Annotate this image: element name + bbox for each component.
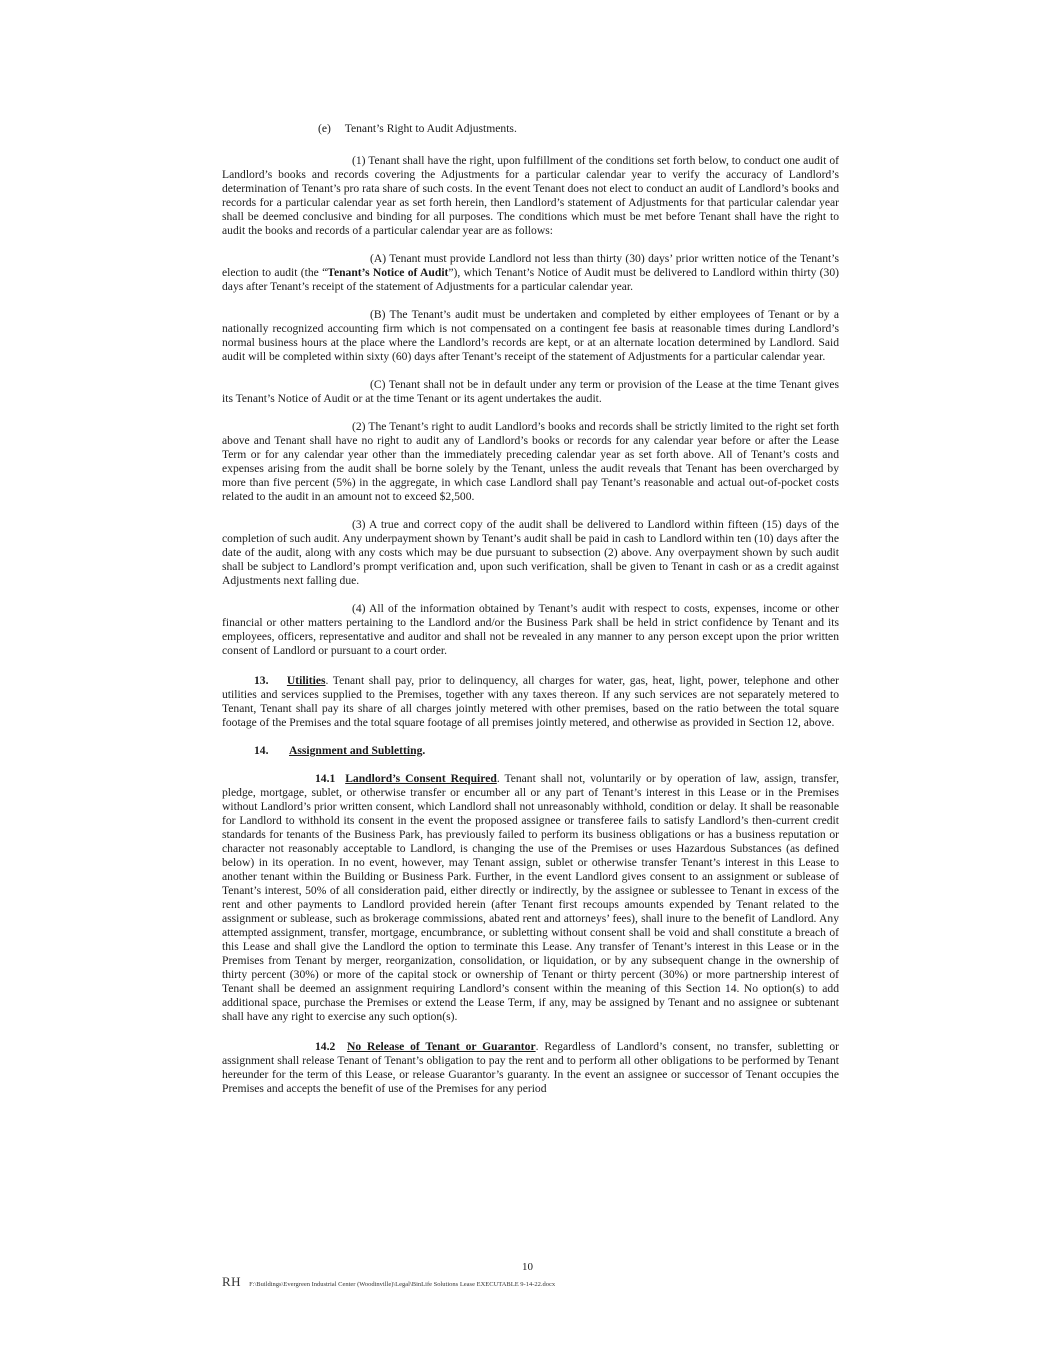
document-page xyxy=(222,112,839,1096)
section-13-text: . Tenant shall pay, prior to delinquency, all charges for water, gas, heat, light, power, telephone and other utilities and services supplied to the Premises, together with any taxes thereon. If any such services are not separately metered to Tenant, Tenant shall pay its share of all charges jointly metered with other premises, based on the ratio between the total square footage of the Premises and the total square footage of all premises jointly metered, and otherwise as provided in Section 12, above. xyxy=(222,674,840,729)
section-e-heading xyxy=(318,122,839,136)
section-14-2-number: 14.2 xyxy=(315,1040,336,1053)
section-14-1-text: . Tenant shall not, voluntarily or by operation of law, assign, transfer, pledge, mortgage, sublet, or otherwise transfer or encumber all or any part of Tenant’s interest in this Lease or in the Premises without Landlord’s prior written consent, which Landlord shall not unreasonably withhold, condition or delay. It shall be reasonable for Landlord to withhold its consent in the event the proposed assignee or transferee fails to satisfy Landlord’s then-current credit standards for tenants of the Business Park, has previously failed to perform its business obligations or has a business reputation or character not reasonably acceptable to Landlord, is changing the use of the Premises or uses Hazardous Substances (as defined below) in its operation. In no event, however, may Tenant assign, sublet or otherwise transfer Tenant’s interest in this Lease to another tenant within the Building or Business Park. Further, in the event Landlord gives consent to an assignment or sublease of Tenant’s interest, 50% of all consideration paid, either directly or indirectly, by the assignee or sublessee to Tenant in excess of the rent and other payments to Landlord provided herein (after Tenant first recoups amounts expended by Tenant related to the assignment or sublease, such as brokerage commissions, abated rent and attorneys’ fees), shall inure to the benefit of Landlord. Any attempted assignment, transfer, mortgage, encumbrance, or subletting without consent shall be void and shall constitute a breach of this Lease and shall give the Landlord the option to terminate this Lease. Any transfer of Tenant’s interest in this Lease or in the Premises from Tenant by merger, reorganization, consolidation, or liquidation, or by any subsequent change in the ownership of thirty percent (30%) or more of the capital stock or ownership of Tenant or thirty percent (30%) or more partnership interest of Tenant shall be deemed an assignment requiring Landlord’s consent within the meaning of this Section 14. No option(s) to add additional space, purchase the Premises or extend the Lease Term, if any, may be assigned by Tenant and no assignee or subtenant shall have any right to exercise any such option(s). xyxy=(222,772,840,1023)
section-14-title: Assignment and Subletting xyxy=(289,744,423,757)
paragraph-b: (B) The Tenant’s audit must be undertaken and completed by either employees of Tenant or by a nationally recognized accounting firm which is not compensated on a contingent fee basis at reasonable times during Landlord’s normal business hours at the place where the Landlord’s records are kept, or at an alternate location determined by Landlord. Said audit will be completed within sixty (60) days after Tenant’s receipt of the statement of Adjustments for a particular calendar year. xyxy=(222,308,839,363)
section-13 xyxy=(222,674,839,730)
section-14-1 xyxy=(222,772,839,1024)
section-14-2-title: No Release of Tenant or Guarantor xyxy=(346,1040,536,1053)
paragraph-2: (2) The Tenant’s right to audit Landlord’s books and records shall be strictly limited to the right set forth above and Tenant shall have no right to audit any of Landlord’s books or records for any calendar year before or after the Lease Term or for any calendar year other than the immediately preceding calendar year as set forth above. All of Tenant’s costs and expenses arising from the audit shall be borne solely by the Tenant, unless the audit reveals that Tenant has been overcharged by more than five percent (5%) in the aggregate, in which case Landlord shall pay Tenant’s reasonable and actual out-of-pocket costs related to the audit in an amount not to exceed $2,500. xyxy=(222,420,839,503)
paragraph-a-after: ”), which Tenant’s Notice of Audit must be delivered to Landlord within thirty (30) days after Tenant’s receipt of the statement of Adjustments for a particular calendar year. xyxy=(222,266,839,293)
section-14-number: 14. xyxy=(254,744,269,757)
section-14-2 xyxy=(222,1040,839,1096)
section-e-title: Tenant’s Right to Audit Adjustments. xyxy=(344,122,517,135)
paragraph-4: (4) All of the information obtained by Tenant’s audit with respect to costs, expenses, income or other financial or other matters pertaining to the Landlord and/or the Business Park shall be held in strict confidence by Tenant and its employees, officers, representative and auditor and shall not be revealed in any manner to any person except upon the prior written consent of Landlord or pursuant to a court order. xyxy=(222,602,839,657)
section-14-1-title: Landlord’s Consent Required xyxy=(345,772,497,785)
footer-file-path: F:\Buildings\Evergreen Industrial Center (Woodinville)\Legal\BinLife Solutions Lease EXECUTABLE 9-14-22.docx xyxy=(249,1281,556,1288)
section-13-title: Utilities xyxy=(286,674,326,687)
notice-of-audit-term: Tenant’s Notice of Audit xyxy=(327,266,449,279)
paragraph-3: (3) A true and correct copy of the audit shall be delivered to Landlord within fifteen (15) days of the completion of such audit. Any underpayment shown by Tenant’s audit shall be paid in cash to Landlord within ten (10) days after the date of the audit, along with any costs which may be due pursuant to subsection (2) above. Any overpayment shown by such audit shall be subject to Landlord’s prompt verification and, upon such verification, shall be given to Tenant in cash or as a credit against Adjustments next falling due. xyxy=(222,518,839,587)
paragraph-1: (1) Tenant shall have the right, upon fulfillment of the conditions set forth below, to conduct one audit of Landlord’s books and records covering the Adjustments for a particular calendar year to verify the accuracy of Landlord’s determination of Tenant’s pro rata share of such costs. In the event Tenant does not elect to conduct an audit of Landlord’s books and records for a particular calendar year as set forth herein, then Landlord’s statement of Adjustments for that particular calendar year shall be deemed conclusive and binding for all purposes. The conditions which must be met before Tenant shall have the right to audit the books and records of a particular calendar year are as follows: xyxy=(222,154,839,237)
paragraph-c: (C) Tenant shall not be in default under any term or provision of the Lease at the time Tenant gives its Tenant’s Notice of Audit or at the time Tenant or its agent undertakes the audit. xyxy=(222,378,839,405)
section-13-number: 13. xyxy=(254,674,269,687)
section-14-2-text: . Regardless of Landlord’s consent, no transfer, subletting or assignment shall release Tenant of Tenant’s obligation to pay the rent and to perform all other obligations to be performed by Tenant hereunder for the term of this Lease, or release Guarantor’s guaranty. In the event an assignee or successor of Tenant occupies the Premises and accepts the benefit of use of the Premises for any period xyxy=(222,1040,840,1095)
section-14-heading: 14. Assignment and Subletting. xyxy=(254,744,426,757)
footer-initials: RH xyxy=(222,1274,242,1289)
section-e-label: (e) xyxy=(318,122,331,135)
section-14-1-number: 14.1 xyxy=(315,772,336,785)
document-footer xyxy=(222,1274,555,1290)
page-number: 10 xyxy=(522,1261,533,1273)
paragraph-a-before: (A) Tenant must provide Landlord not less than thirty (30) days’ prior written notice of the Tenant’s election to audit (the “ xyxy=(222,252,839,279)
paragraph-a xyxy=(222,252,839,294)
